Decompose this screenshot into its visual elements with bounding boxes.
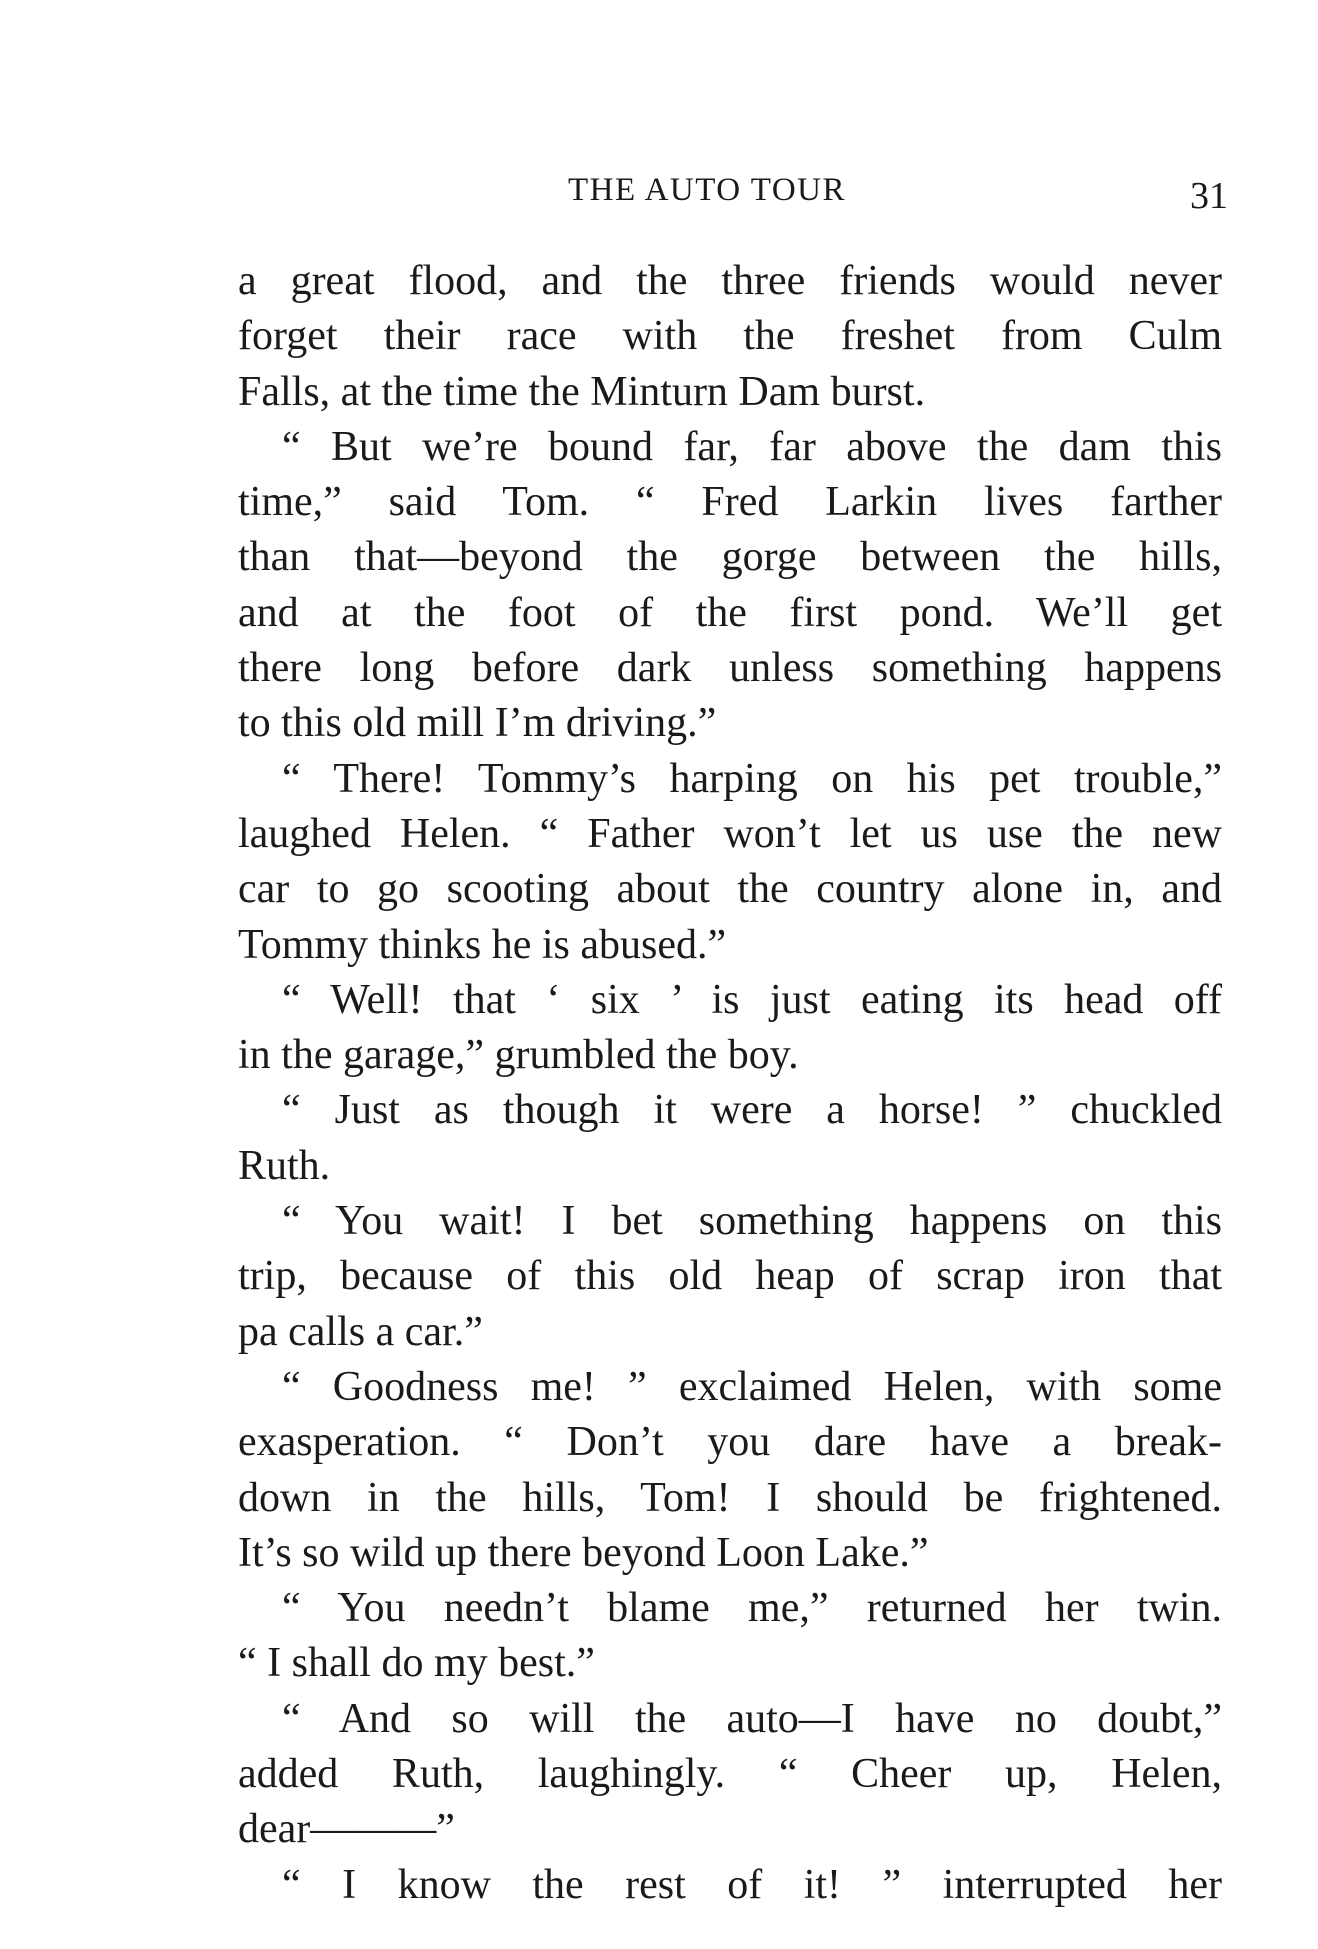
page-header [0, 172, 1318, 222]
text-line: “ I shall do my best.” [238, 1640, 595, 1687]
text-line: “ You wait! I bet something happens on this [282, 1198, 1222, 1245]
text-line: “ There! Tommy’s harping on his pet trouble,” [282, 755, 1222, 802]
text-line: trip, because of this old heap of scrap iron that [238, 1253, 1222, 1300]
text-line: exasperation. “ Don’t you dare have a break- [238, 1419, 1222, 1466]
text-line: “ Goodness me! ” exclaimed Helen, with some [282, 1363, 1222, 1410]
text-line: time,” said Tom. “ Fred Larkin lives farther [238, 479, 1222, 526]
text-line: dear———” [238, 1806, 455, 1853]
text-line: It’s so wild up there beyond Loon Lake.” [238, 1529, 929, 1576]
running-title: THE AUTO TOUR [568, 172, 847, 208]
text-line: “ Well! that ‘ six ’ is just eating its head off [282, 976, 1222, 1023]
text-line: car to go scooting about the country alone in, and [238, 866, 1222, 913]
text-line: “ You needn’t blame me,” returned her twin. [282, 1585, 1222, 1632]
text-line: pa calls a car.” [238, 1308, 483, 1355]
text-line: “ And so will the auto—I have no doubt,” [282, 1695, 1222, 1742]
body-text [238, 254, 1222, 1913]
text-line: forget their race with the freshet from Culm [238, 313, 1222, 360]
text-line: Ruth. [238, 1142, 331, 1189]
text-line: to this old mill I’m driving.” [238, 700, 717, 747]
text-line: a great flood, and the three friends would never [238, 258, 1222, 304]
text-line: there long before dark unless something happens [238, 645, 1222, 692]
text-line: added Ruth, laughingly. “ Cheer up, Helen, [238, 1751, 1222, 1798]
text-line: and at the foot of the first pond. We’ll get [238, 589, 1222, 636]
text-line: than that—beyond the gorge between the hills, [238, 534, 1222, 581]
text-line: “ I know the rest of it! ” interrupted her [282, 1861, 1222, 1908]
text-line: “ But we’re bound far, far above the dam this [282, 423, 1222, 470]
text-line: Tommy thinks he is abused.” [238, 921, 727, 968]
text-line: laughed Helen. “ Father won’t let us use the new [238, 810, 1222, 857]
page-number: 31 [1190, 175, 1228, 217]
text-line: down in the hills, Tom! I should be frightened. [238, 1474, 1222, 1521]
text-line: in the garage,” grumbled the boy. [238, 1032, 799, 1079]
text-line: “ Just as though it were a horse! ” chuckled [282, 1087, 1222, 1134]
text-line: Falls, at the time the Minturn Dam burst. [238, 368, 926, 415]
